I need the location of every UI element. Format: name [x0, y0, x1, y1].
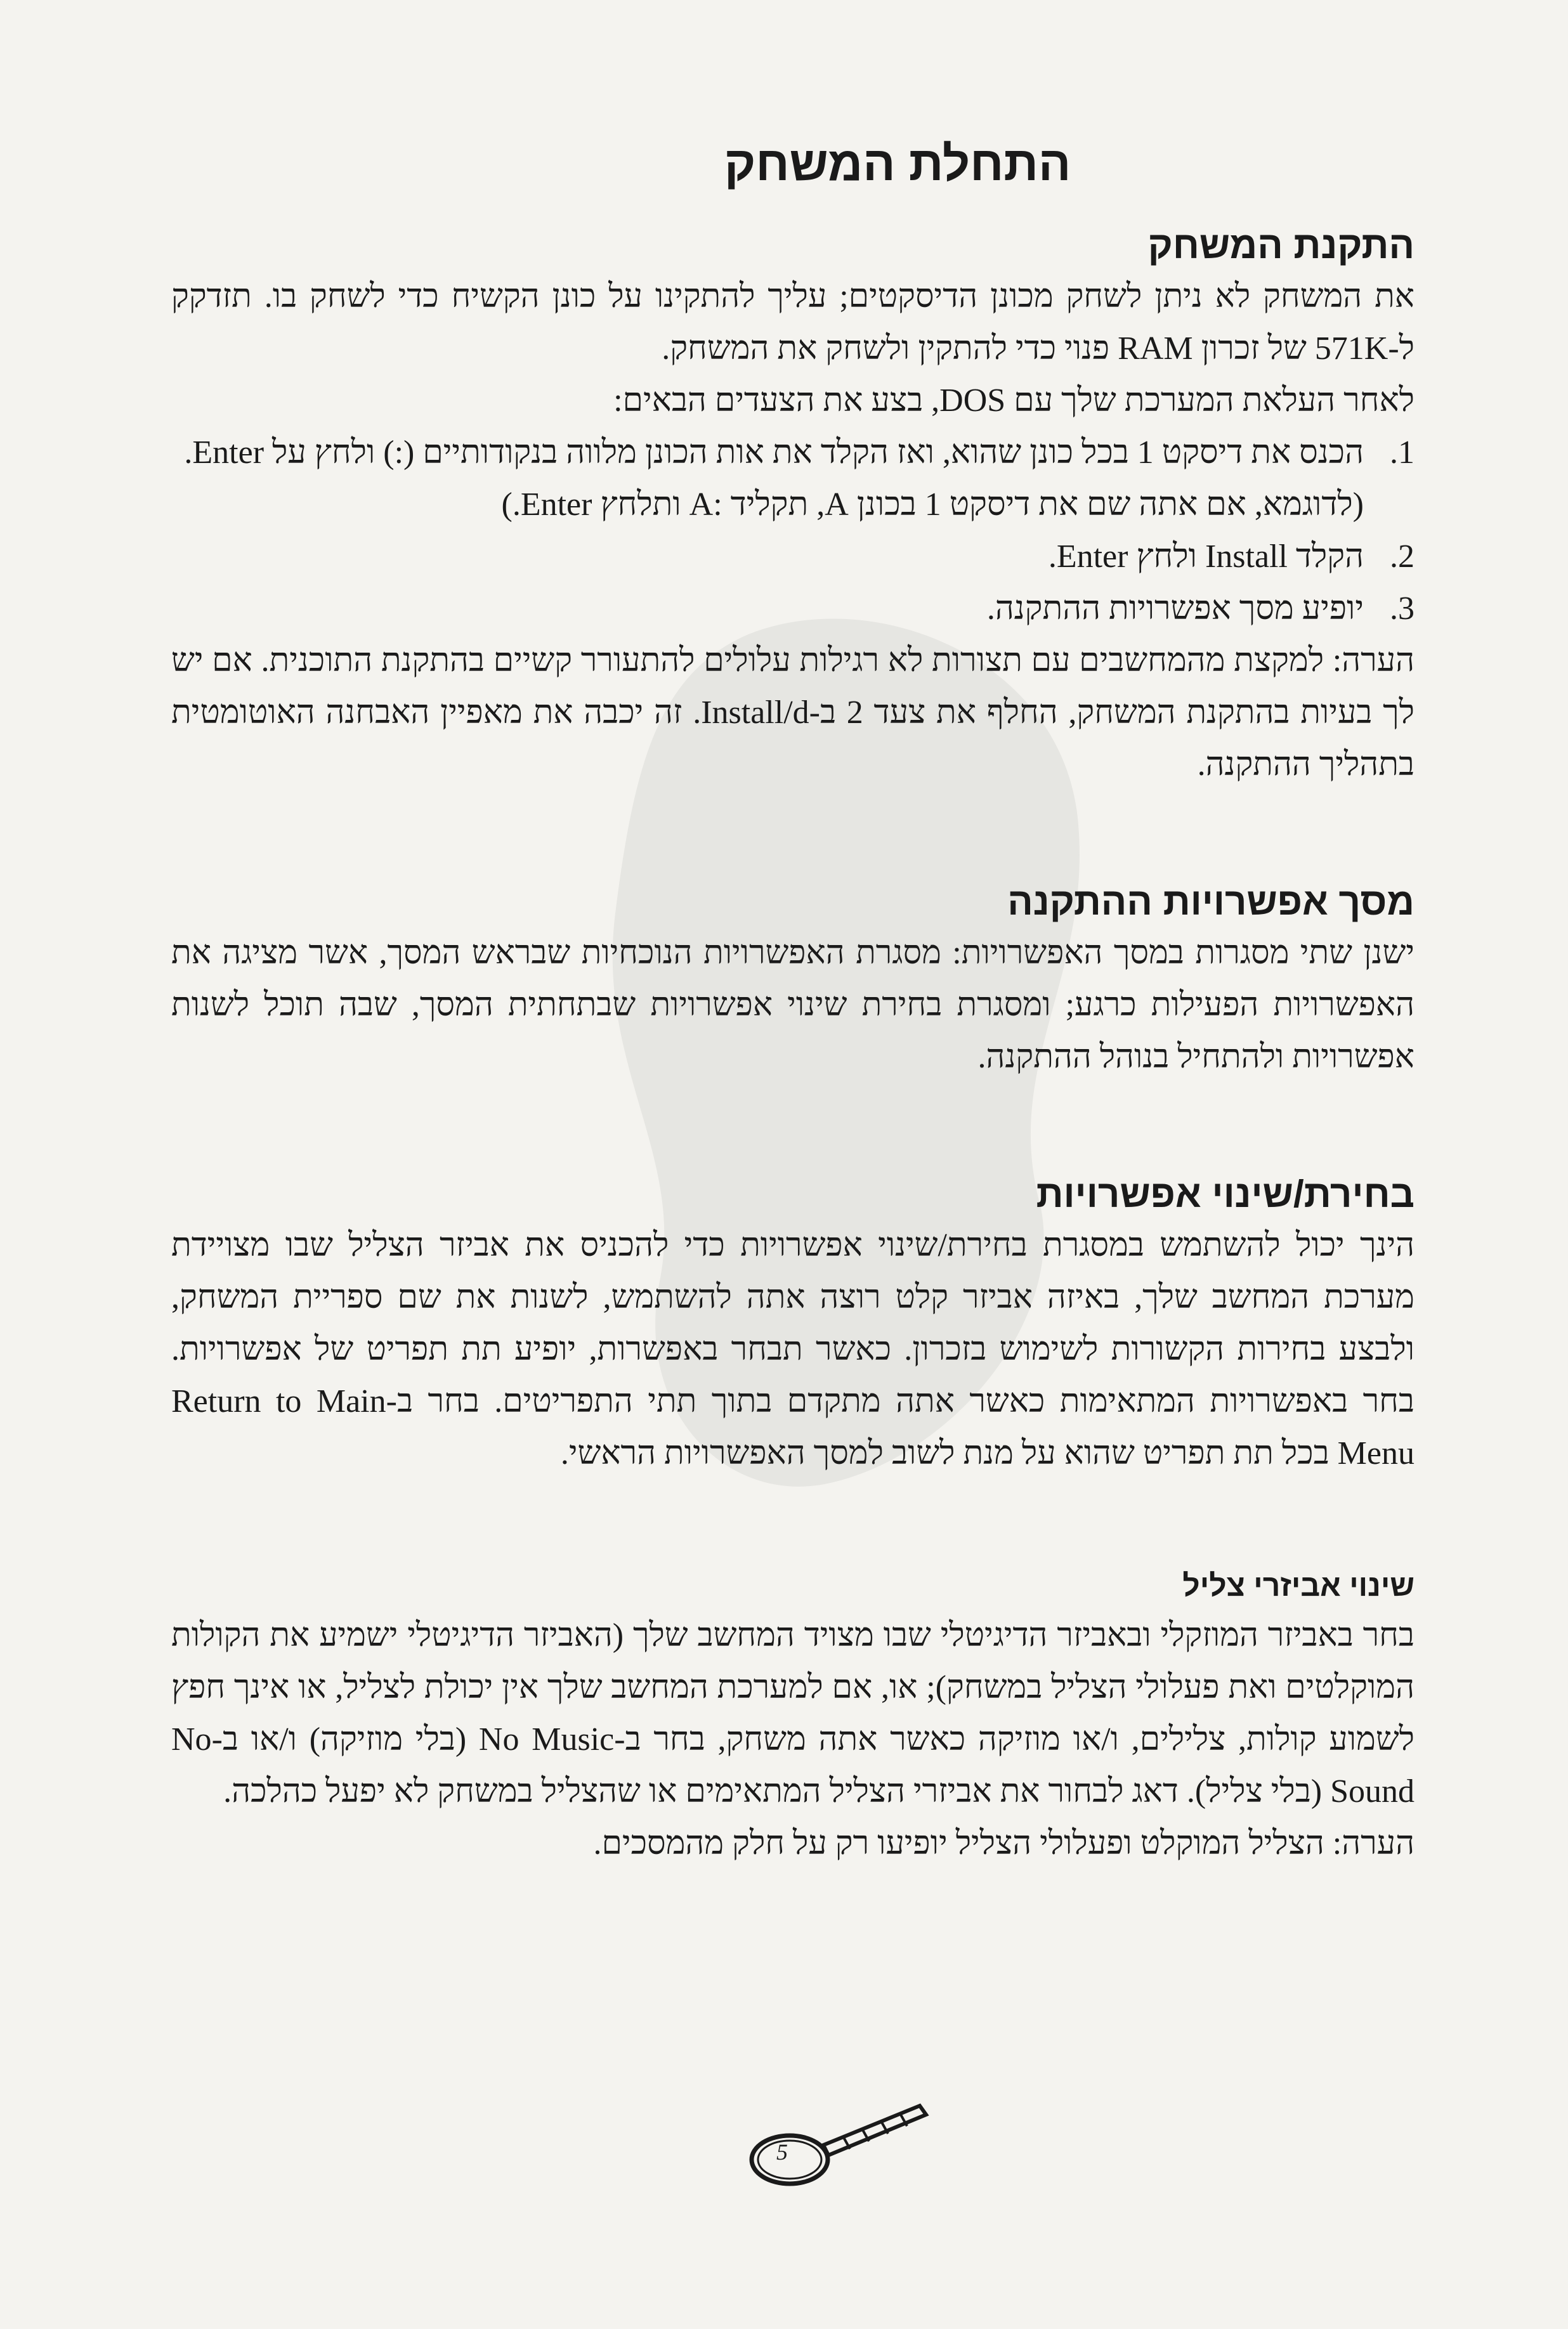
install-lead: לאחר העלאת המערכת שלך עם DOS, בצע את הצעדים הבאים: [613, 382, 1414, 419]
step-number: 2. [1390, 538, 1414, 575]
options-screen-body: ישנן שתי מסגרות במסך האפשרויות: מסגרת האפשרויות הנוכחיות שבראש המסך, אשר מציגה את האפשרויות הפעילות כרגע; ומסגרת בחירת שינוי אפשרויות שבתחתית המסך, שבה תוכל לשנות אפשרויות ולהתחיל בנוהל ההתקנה. [171, 935, 1414, 1075]
sound-note: הערה: הצליל המוקלט ופעלולי הצליל יופיעו רק על חלק מהמסכים. [593, 1825, 1414, 1862]
install-step [171, 583, 1414, 635]
section-install [171, 223, 1414, 791]
section-heading-sound: שינוי אביזרי צליל [1182, 1569, 1414, 1603]
section-sound [171, 1569, 1414, 1870]
section-choose-options [171, 1172, 1414, 1480]
install-note: הערה: למקצת מהמחשבים עם תצורות לא רגילות עלולים להתעורר קשיים בהתקנת התוכנית. אם יש לך בעיות בהתקנת המשחק, החלף את צעד 2 ב-Install/d. זה יכבה את מאפיין האבחנה האוטומטית בתהליך ההתקנה. [171, 643, 1414, 783]
section-options-screen [171, 880, 1414, 1083]
install-step [171, 427, 1414, 531]
step-text: יופיע מסך אפשרויות ההתקנה. [986, 590, 1364, 627]
install-intro: את המשחק לא ניתן לשחק מכונן הדיסקטים; עליך להתקינו על כונן הקשיח כדי לשחק בו. תזדקק ל-571K של זכרון RAM פנוי כדי להתקין ולשחק את המשחק. [171, 278, 1414, 367]
step-text: הכנס את דיסקט 1 בכל כונן שהוא, ואז הקלד את אות הכונן מלווה בנקודותיים (:) ולחץ על Enter. (לדוגמא, אם אתה שם את דיסקט 1 בכונן A, תקליד :A ותלחץ Enter.) [184, 434, 1364, 523]
install-steps [171, 427, 1414, 635]
section-heading-choose-options: בחירת/שינוי אפשרויות [1036, 1173, 1414, 1215]
page-title: התחלת המשחק [724, 137, 1071, 191]
page-content [171, 136, 1414, 1870]
sound-body: בחר באביזר המוזקלי ובאביזר הדיגיטלי שבו מצויד המחשב שלך (האביזר הדיגיטלי ישמיע את הקולות המוקלטים ואת פעלולי הצליל במשחק); או, אם למערכת המחשב שלך אין יכולת לצליל, או אינך חפץ לשמוע קולות, צלילים, ו/או מוזיקה כאשר אתה משחק, בחר ב-No Music (בלי מוזיקה) ו/או ב-No Sound (בלי צליל). דאג לבחור את אביזרי הצליל המתאימים או שהצליל במשחק לא יפעל כהלכה. [171, 1617, 1414, 1810]
section-heading-install: התקנת המשחק [1147, 224, 1414, 266]
install-step [171, 531, 1414, 583]
step-number: 3. [1390, 590, 1414, 627]
step-number: 1. [1390, 434, 1414, 471]
page-number: 5 [776, 2139, 788, 2165]
choose-options-body: הינך יכול להשתמש במסגרת בחירת/שינוי אפשרויות כדי להכניס את אביזר הצליל שבו מצויידת מערכת המחשב שלך, באיזה אביזר קלט רוצה אתה להשתמש, לשנות את שם ספריית המשחק, ולבצע בחירות הקשורות לשימוש בזכרון. כאשר תבחר באפשרות, יופיע תת תפריט של אפשרויות. בחר באפשרויות המתאימות כאשר אתה מתקדם בתוך תתי התפריטים. בחר ב-Return to Main Menu בכל תת תפריט שהוא על מנת לשוב למסך האפשרויות הראשי. [171, 1227, 1414, 1471]
step-text: הקלד Install ולחץ Enter. [1048, 538, 1364, 575]
magnifying-glass-icon [742, 2093, 932, 2195]
section-heading-options-screen: מסך אפשרויות ההתקנה [1007, 880, 1414, 923]
